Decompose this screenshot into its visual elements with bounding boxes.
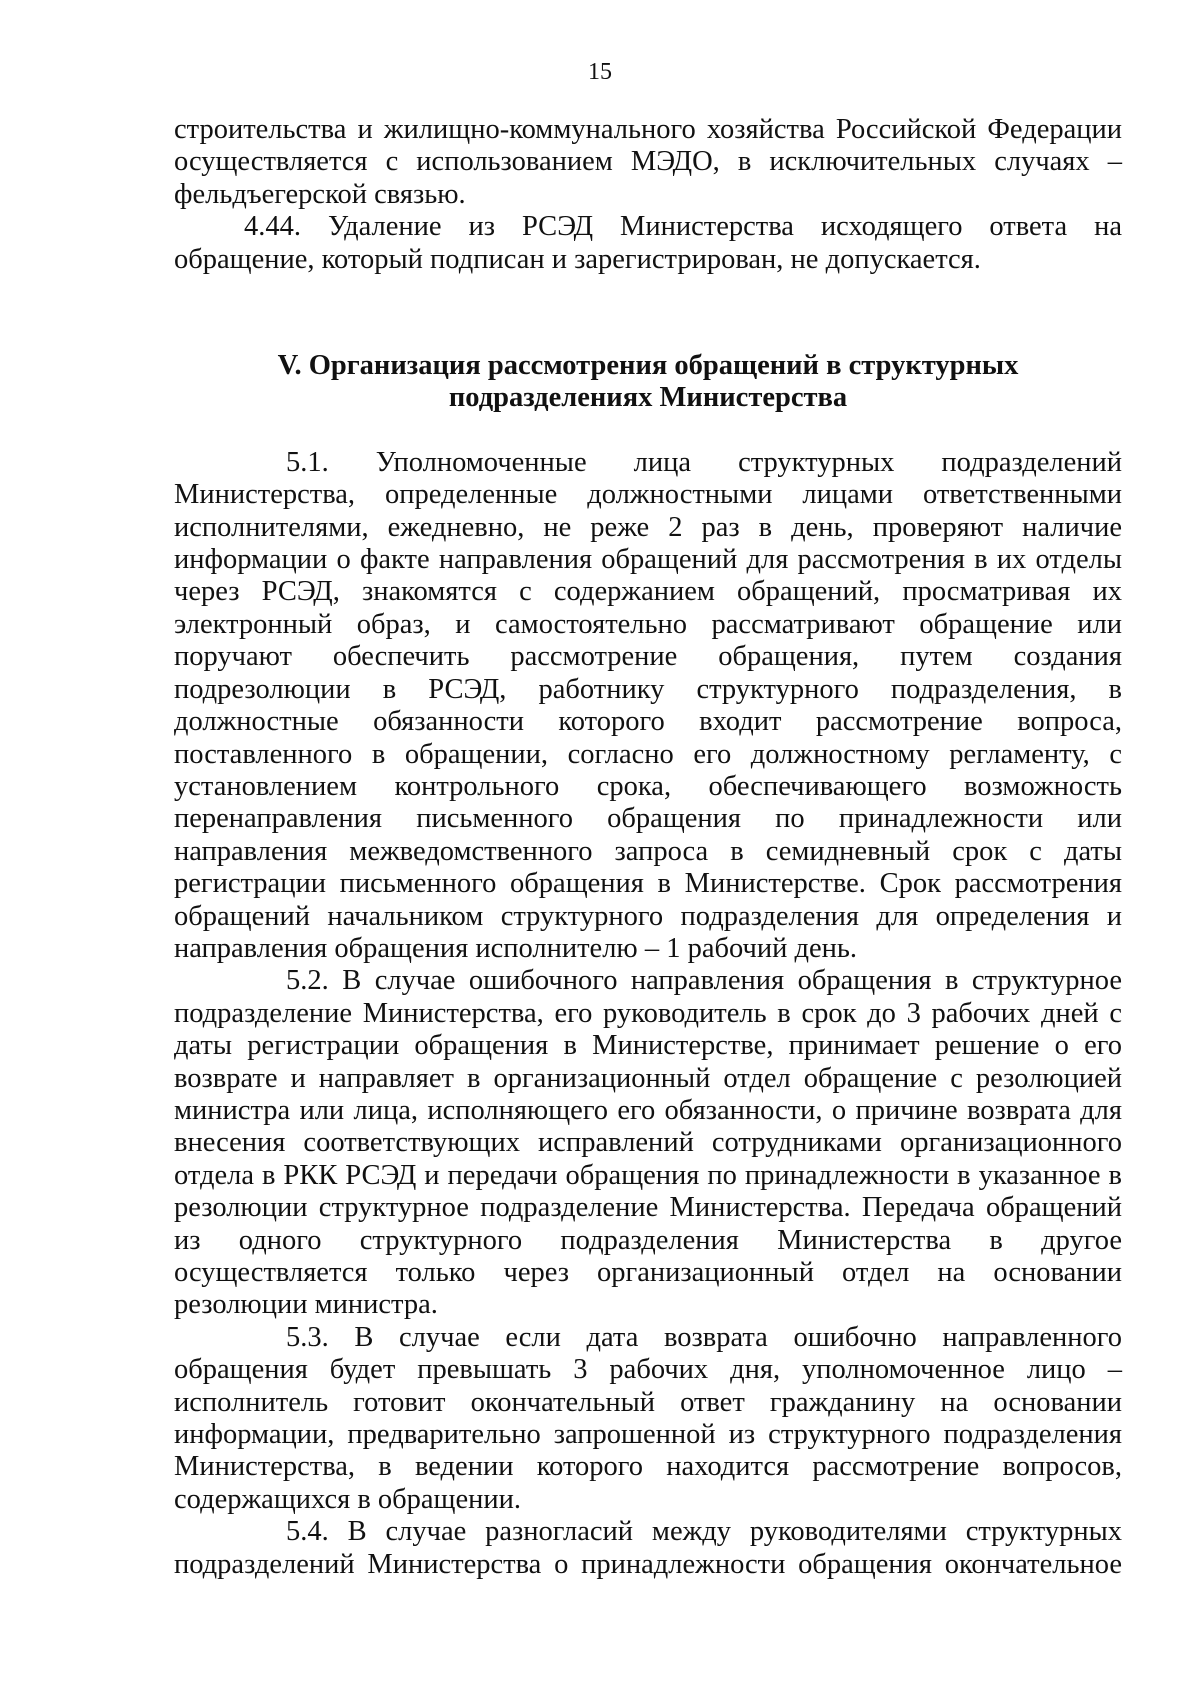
paragraph-5-2: 5.2. В случае ошибочного направления обращения в структурное подразделение Министерства, его руководитель в срок до 3 рабочих дней с даты регистрации обращения в Министерстве, принимает решение о его возврате и направляет в организационный отдел обращение с резолюцией министра или лица, исполняющего его обязанности, о причине возврата для внесения соответствующих исправлений сотрудниками организационного отдела в РКК РСЭД и передачи обращения по принадлежности в указанное в резолюции структурное подразделение Министерства. Передача обращений из одного структурного подразделения Министерства в другое осуществляется только через организационный отдел на основании резолюции министра. xyxy=(174,965,1122,1321)
paragraph-5-3: 5.3. В случае если дата возврата ошибочно направленного обращения будет превышать 3 рабочих дня, уполномоченное лицо – исполнитель готовит окончательный ответ гражданину на основании информации, предварительно запрошенной из структурного подразделения Министерства, в ведении которого находится рассмотрение вопросов, содержащихся в обращении. xyxy=(174,1321,1122,1515)
section-heading xyxy=(174,350,1122,415)
section-title-line-1: V. Организация рассмотрения обращений в структурных xyxy=(277,350,1019,382)
paragraph-5-4: 5.4. В случае разногласий между руководителями структурных подразделений Министерства о принадлежности обращения окончательное xyxy=(174,1516,1122,1580)
document-body xyxy=(174,114,1122,1581)
paragraph-continuation: строительства и жилищно-коммунального хозяйства Российской Федерации осуществляется с использованием МЭДО, в исключительных случаях – фельдъегерской связью. xyxy=(174,114,1122,210)
paragraph-5-1: 5.1. Уполномоченные лица структурных подразделений Министерства, определенные должностными лицами ответственными исполнителями, ежедневно, не реже 2 раз в день, проверяют наличие информации о факте направления обращений для рассмотрения в их отделы через РСЭД, знакомятся с содержанием обращений, просматривая их электронный образ, и самостоятельно рассматривают обращение или поручают обеспечить рассмотрение обращения, путем создания подрезолюции в РСЭД, работнику структурного подразделения, в должностные обязанности которого входит рассмотрение вопроса, поставленного в обращении, согласно его должностному регламенту, с установлением контрольного срока, обеспечивающего возможность перенаправления письменного обращения по принадлежности или направления межведомственного запроса в семидневный срок с даты регистрации письменного обращения в Министерстве. Срок рассмотрения обращений начальником структурного подразделения для определения и направления обращения исполнителю – 1 рабочий день. xyxy=(174,446,1122,964)
paragraph-4-44: 4.44. Удаление из РСЭД Министерства исходящего ответа на обращение, который подписан и зарегистрирован, не допускается. xyxy=(174,211,1122,275)
section-title-line-2: подразделениях Министерства xyxy=(448,382,848,414)
page-number: 15 xyxy=(588,59,612,85)
